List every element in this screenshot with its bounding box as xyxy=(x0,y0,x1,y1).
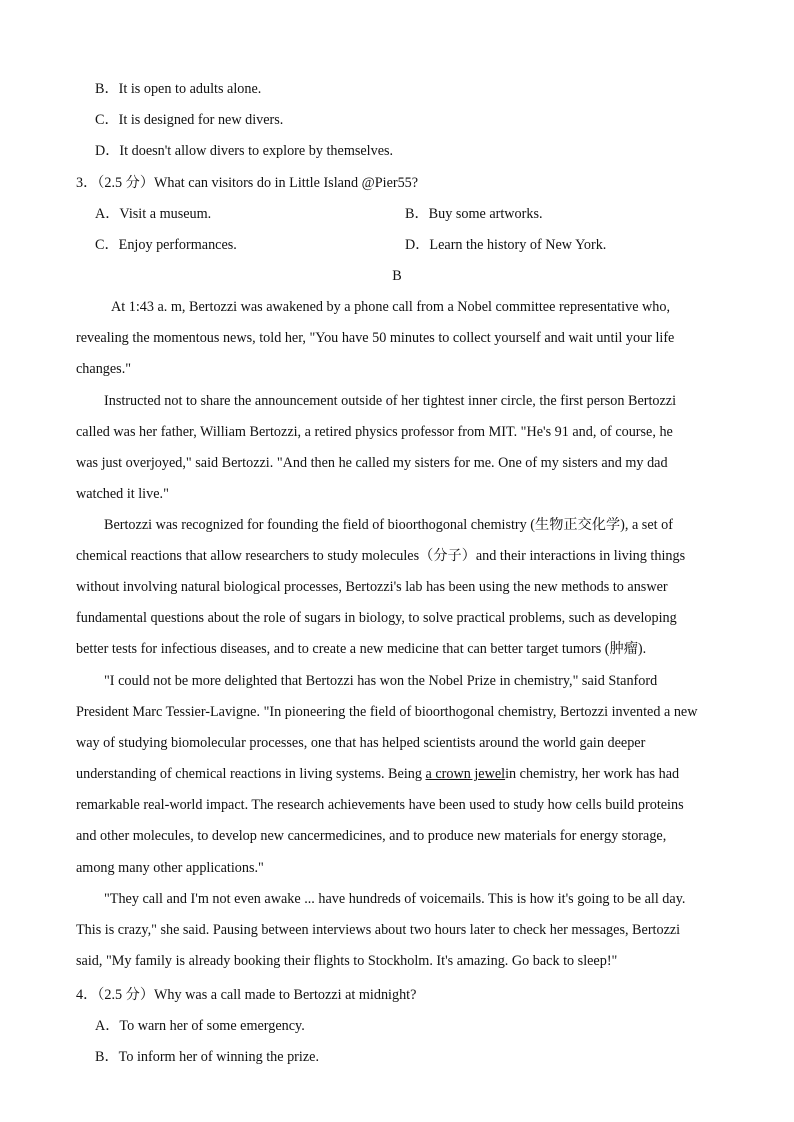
passage-line: Bertozzi was recognized for founding the field of bioorthogonal chemistry (生物正交化学), a set of xyxy=(104,517,673,533)
section-label: B xyxy=(392,268,402,284)
passage-text: understanding of chemical reactions in living systems. Being xyxy=(76,766,426,783)
q2-option-c: C．It is designed for new divers. xyxy=(95,112,284,128)
passage-line: said, "My family is already booking their flights to Stockholm. It's amazing. Go back to sleep!" xyxy=(76,953,618,970)
passage-line: chemical reactions that allow researchers to study molecules（分子）and their interactions in living things xyxy=(76,548,686,565)
passage-line: better tests for infectious diseases, and to create a new medicine that can better target tumors (肿瘤). xyxy=(76,641,647,658)
passage-line: among many other applications." xyxy=(76,859,264,876)
passage-line: "I could not be more delighted that Bertozzi has won the Nobel Prize in chemistry," said Stanford xyxy=(104,673,658,689)
passage-line: fundamental questions about the role of sugars in biology, to solve practical problems, such as developing xyxy=(76,610,677,627)
passage-paragraph-4 xyxy=(76,666,722,884)
passage-line: This is crazy," she said. Pausing between interviews about two hours later to check her messages, Bertozzi xyxy=(76,922,681,939)
q4-option-a: A．To warn her of some emergency. xyxy=(95,1018,305,1034)
passage-line: At 1:43 a. m, Bertozzi was awakened by a phone call from a Nobel committee representative who, xyxy=(111,299,671,315)
q3-option-a: A．Visit a museum. xyxy=(95,206,212,222)
passage-text: in chemistry, her work has had xyxy=(505,766,680,783)
passage-line: watched it live." xyxy=(76,486,169,503)
q4-stem: 4．（2.5 分）Why was a call made to Bertozzi at midnight? xyxy=(76,987,417,1003)
q3-stem: 3．（2.5 分）What can visitors do in Little Island @Pier55? xyxy=(76,175,419,191)
q3-option-d: D．Learn the history of New York. xyxy=(405,237,607,253)
passage-paragraph-1 xyxy=(76,292,722,385)
passage-line: President Marc Tessier-Lavigne. "In pioneering the field of bioorthogonal chemistry, Bertozzi invented a new xyxy=(76,704,698,721)
passage-line: Instructed not to share the announcement outside of her tightest inner circle, the first person Bertozzi xyxy=(104,393,677,409)
passage-line: changes." xyxy=(76,361,132,378)
q4-option-b: B．To inform her of winning the prize. xyxy=(95,1049,319,1065)
passage-line: revealing the momentous news, told her, "You have 50 minutes to collect yourself and wait until your life xyxy=(76,330,675,347)
passage-line: was just overjoyed," said Bertozzi. "And then he called my sisters for me. One of my sisters and my dad xyxy=(76,455,668,472)
passage-line: remarkable real-world impact. The research achievements have been used to study how cells build proteins xyxy=(76,797,684,814)
underlined-phrase: a crown jewel xyxy=(425,766,506,783)
q3-option-c: C．Enjoy performances. xyxy=(95,237,237,253)
q2-option-d: D．It doesn't allow divers to explore by themselves. xyxy=(95,143,394,159)
passage-line: without involving natural biological processes, Bertozzi's lab has been using the new methods to answer xyxy=(76,579,668,596)
passage-line: and other molecules, to develop new cancermedicines, and to produce new materials for energy storage, xyxy=(76,828,667,845)
passage-line: way of studying biomolecular processes, one that has helped scientists around the world gain deeper xyxy=(76,735,646,752)
passage-paragraph-5 xyxy=(76,884,722,977)
passage-line: called was her father, William Bertozzi, a retired physics professor from MIT. "He's 91 and, of course, he xyxy=(76,424,673,441)
q3-option-b: B．Buy some artworks. xyxy=(405,206,543,222)
passage-paragraph-3 xyxy=(76,510,722,665)
passage-line xyxy=(76,759,722,790)
passage-line: "They call and I'm not even awake ... have hundreds of voicemails. This is how it's going to be all day. xyxy=(104,891,686,907)
q2-option-b: B．It is open to adults alone. xyxy=(95,81,262,97)
passage-paragraph-2 xyxy=(76,386,722,510)
